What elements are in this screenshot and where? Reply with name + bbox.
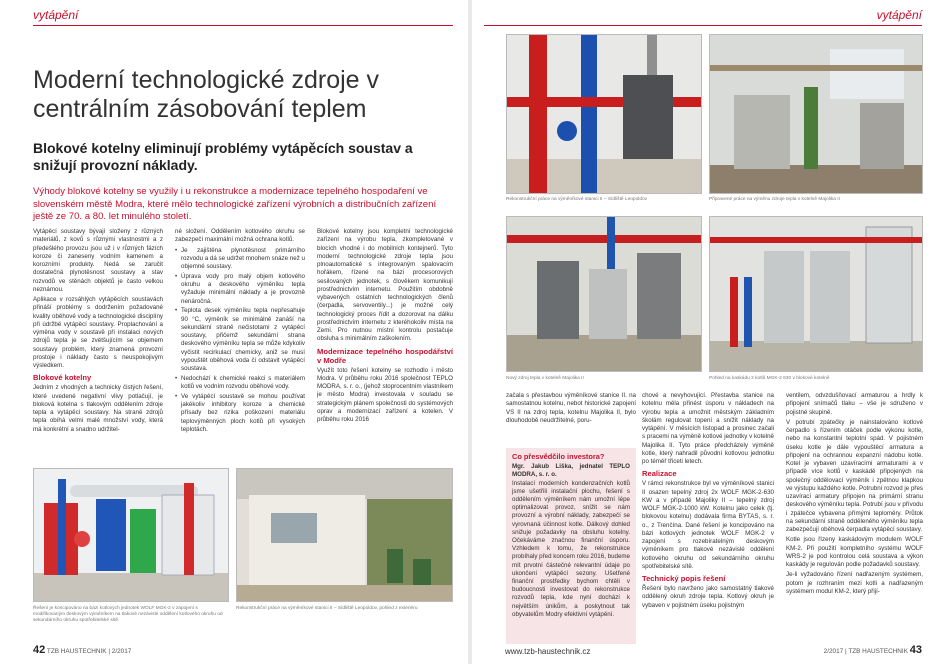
- article-lead: Výhody blokové kotelny se využily i u rekonstrukce a modernizace tepelného hospodaření ve slovenském městě Modra, které mělo technologické zařízení výrobních a distribučních zařízení ještě ze 70. a 80. let minulého století.: [33, 186, 437, 222]
- right-text-column-1: [506, 392, 636, 440]
- photo-caption: Rekonstrukční práce na výměníkové stanici II – Sídliště Leopoldov: [506, 197, 648, 202]
- photo-caption: Řešení je koncipováno na bázi kotlových jednotek WOLF MGK-2 v zapojení s modifikovaným deskovým výměníkem na tlakové nezávislé oddělení kotlového okruhu od sekundárního okruhu spotřebitelské sítě.: [33, 606, 223, 623]
- section-rule: [484, 25, 922, 26]
- paragraph: V rámci rekonstrukce byl ve výměníkové stanici II osazen tepelný zdroj 2x WOLF MGK-2-630 KW a v případě Majoliky II – tepelný zdroj WOLF MGK-2-1000 kW. Kotelnu jako celek (tj. blokovou kotelnu) dodávala firma BYTAS, s. r. o., z Trenčína. Dané řešení je koncipováno na bázi kotlových jednotek WOLF MGK-2 v zapojení s rozebíratelným deskovým výměníkem pro tlakové nezávislé oddělení kotlového okruhu od sekundárního okruhu spotřebitelské sítě.: [642, 480, 774, 570]
- right-page: [472, 0, 940, 664]
- photo-boiler-units: [33, 468, 229, 602]
- box-text: Instalací moderních kondenzačních kotlů jsme ušetřili instalační plochu, řešení s oddělením výměníkem nám umožní lépe optimalizovat provoz, snížit se nám provozní a výrobní náklady, zabezpečí se vyrovnaná účinnost kotle. Dálkový dohled snižuje požadavky na obsluhu kotelny. Očekáváme značnou finanční úsporu. Vzhledem k tomu, že rekonstrukce probíhaly před koncem roku 2016, budeme mít prvotní částečné relevantní údaje po ukončení vytápěcí sezony. Ušetřené finanční prostředky bychom chtěli v budoucnosti investovat do rekonstrukce rozvodů tepla, kde nyní dochází k největším únikům, a poskytnout tak obyvatelům Modry efektivní vytápění.: [512, 479, 630, 618]
- list-item: • Úprava vody pro malý objem kotlového okruhu a deskového výměníku tepla vyžaduje minimální náklady a je provozně nenáročná.: [175, 273, 305, 306]
- paragraph: začala s přestavbou výměníkové stanice II. na samostatnou kotelnu, nebot historické zapojení VS II na zdroj tepla, kotelnu Majolika II, bylo dlouhodobě neudržitelné, poru-: [506, 392, 636, 424]
- photo-exterior: [236, 468, 453, 602]
- journal-name: TZB HAUSTECHNIK | 2/2017: [46, 648, 132, 655]
- subheading: Technický popis řešení: [642, 574, 726, 583]
- list-item: • Je zajištěna plynotěsnost primárního rozvodu a dá se udržet mnohem snáze než u objemné soustavy.: [175, 247, 305, 272]
- paragraph: né složení. Oddělením kotlového okruhu se zabezpečí maximální možná ochrana kotlů.: [175, 228, 305, 244]
- new-boiler-image: [507, 217, 702, 372]
- subheading: Modernizace tepelného hospodářství v Modře: [317, 346, 453, 365]
- boiler-room-image: [710, 35, 923, 194]
- paragraph: Blokové kotelny jsou kompletní technologické zařízení na výrobu tepla, zkompletované v blocích vhodné i do mobilních kontejnerů. Tyto moderní technologické zdroje tepla jsou plnoautomatické s integrovaným spalovacím hořákem, řízené na bázi procesorových sesilovaných jednotek, s člověkem komunikují prostřednictvím internetu. Použitím obdobně vybavených ostatních technologických členů (čerpadla, servoventily...) je možné celý technologický proces řídit a dozorovat na dálku prostřednictvím internetu z kteréhokoliv místa na Zemi. Pro nutnou místní kontrolu postačuje obsluha s minimálním zaškolením.: [317, 228, 453, 343]
- right-text-column-2: [642, 392, 774, 644]
- paragraph: ventilem, odvzdušňovací armaturou a hrdly k připojení snímačů tlaku – vše je sdruženo v pojistné skupině.: [786, 392, 923, 416]
- exchanger-station-image: [507, 35, 702, 194]
- subheading: Realizace: [642, 469, 677, 479]
- left-page: [0, 0, 468, 664]
- boiler-cascade-image: [710, 217, 923, 372]
- photo-caption: Nový zdroj tepla v kotelně Majolika II: [506, 376, 584, 381]
- right-text-column-3: [786, 392, 923, 644]
- list-item: • Nedochází k chemické reakci s materiálem kotlů ve vodním rozvodu oběhové vody.: [175, 375, 305, 392]
- paragraph: chové a nevyhovující. Přestavba stanice na kotelnu měla přinést úsporu v nákladech na výrobu tepla a umožnit městským základním školám regulovat topení a snížit náklady na vytápění. V měsících listopad a prosinec začali s pracemi na výměně kotlové jednotky v kotelně Majolika II. Tyto práce předcházely výměně kotle, který nahradil původní kotlovou jednotku po téměř třiceti letech.: [642, 392, 774, 465]
- benefit-list: [175, 247, 305, 435]
- paragraph: Jedním z vhodných a technicky čistých řešení, které uvedené negativní vlivy potlačují, je bloková kotelna s tlakovým oddělením zdroje tepla a vytápěcí soustavy. Na straně zdrojů tepla obíhá velmi malé množství vody, která má konkrétní a snadno udržitel-: [33, 384, 163, 433]
- text-column-3: [317, 228, 453, 464]
- box-title: Co přesvědčilo investora?: [512, 452, 605, 461]
- paragraph: Je-li vyžadováno řízení nadřazeným systémem, potom je rozhraním mezi kotli a nadřazeným systémem modul KM-2, který přijí-: [786, 571, 923, 595]
- website-link[interactable]: www.tzb-haustechnik.cz: [505, 647, 591, 656]
- paragraph: Aplikace v rozsáhlých vytápěcích soustavách přináší problémy s dodržením požadované kvality oběhové vody a technologické disciplíny při údržbě vytápěcí soustavy. Proplachování a výměna vody v soustavě při instalaci nových zdrojů tepla je se zvětšujícím se objemem soustavy problém, který znamená provozní prostoje i náklady často s neuspokojivým výsledkem.: [33, 296, 163, 369]
- paragraph: Vytápěcí soustavy bývají složeny z různých materiálů, z kovů s různými vlastnostmi a z předešlého provozu jsou už i v různých fázích koroze či zaneseny vodním kamenem a korozními produkty. Nedá se zaručit dostatečná plynotěsnost soustavy a stav rozvodů ve stěnách objektů je často velkou neznámou.: [33, 228, 163, 293]
- page-number: 43: [909, 644, 922, 656]
- paragraph: Řešení bylo navrženo jako samostatný tlakové oddělený okruh zdroje tepla. Kotlový okruh je vybaven v pojistném úseku pojistným: [642, 585, 774, 609]
- list-item: • Ve vytápěcí soustavě se mohou používat jakékoliv inhibitory koroze a chemické přísady bez rizika poškození materiálu teplovýměnných ploch kotlů při vysokých teplotách.: [175, 393, 305, 434]
- text-column-2: [175, 228, 305, 464]
- paragraph: Využít toto řešení kotelny se rozhodlo i město Modra. V průběhu roku 2016 společnost TEPLO MODRA, s. r. o., (jehož stoprocentním vlastníkem je město Modra) investovala v souladu se strategickým plánem společnosti do systémových oprav a modernizací zařízení a kotelen. V průběhu roku 2016: [317, 366, 453, 423]
- subheading: Blokové kotelny: [33, 373, 92, 383]
- boiler-units-image: [34, 469, 229, 602]
- investor-box: [506, 448, 636, 644]
- list-item: • Teplota desek výměníku tepla nepřesahuje 90 °C, výměník se minimálně zanáší na sekundární straně nečistotami z vytápěcí soustavy, přičemž sekundární strana deskového výměníku tepla se může kdykoliv vyčistit recirkulací chemicky, aniž se musí vypouštět oběhová voda či odstavit vytápěcí soustava.: [175, 307, 305, 373]
- photo-caption: Pohled na kaskádu 2 kotlů MGK-2 630 v blokové kotelně: [709, 376, 830, 381]
- photo-boiler-cascade: [709, 216, 923, 372]
- section-label: vytápění: [33, 8, 79, 22]
- photo-caption: Rekonstrukční práce na výměníkové stanici II – Sídliště Leopoldov, pohled z exteriéru: [236, 606, 418, 611]
- article-title: Moderní technologické zdroje v centrálním zásobování teplem: [33, 66, 380, 123]
- photo-new-boiler: [506, 216, 702, 372]
- footer-right: [824, 644, 922, 656]
- section-rule: [33, 25, 453, 26]
- paragraph: V potrubí zpátečky je nainstalováno kotlové čerpadlo s řízením otáček podle výkonu kotle, nebo na konstantní teplotní spád. V pojistném úseku kotle je dále vypouštěcí armatura a připojení na ochrannou expanzní nádobu kotle. Kotel je vybaven uzavíracími armaturami a v případě více kotlů v kaskádě připojených na společný oddělovací výměník i zpětnou klapkou ve výstupu každého kotle. Potrubní rozvod je přes uzavírací armatury připojen na primární stranu deskového výměníku tepla. Potrubí jsou v přívodu i zpátečce vybavena přímými teploměry. Průtok na sekundární straně odděleného výměníku tepla zabezpečují oběhová čerpadla vytápěcí soustavy.: [786, 418, 923, 533]
- section-label: vytápění: [876, 8, 922, 22]
- page-number: 42: [33, 644, 46, 656]
- photo-exchanger-station: [506, 34, 702, 194]
- journal-name: 2/2017 | TZB HAUSTECHNIK: [823, 648, 908, 655]
- text-column-1: [33, 228, 163, 464]
- photo-boiler-room: [709, 34, 923, 194]
- paragraph: Kotle jsou řízeny kaskádovým modulem WOLF KM-2. Při použití kompletního systému WOLF WRS-2 je pod kontrolou celá soustava a výkon kaskády je regulován podle požadavků soustavy.: [786, 536, 923, 568]
- photo-caption: Připravené práce na výměnu zdroje tepla v kotelně Majolika II: [709, 197, 840, 202]
- exterior-image: [237, 469, 453, 602]
- article-subtitle: Blokové kotelny eliminují problémy vytápěcích soustav a snižují provozní náklady.: [33, 140, 413, 173]
- box-author: Mgr. Jakub Liška, jednatel TEPLO MODRA, s. r. o.: [512, 463, 630, 479]
- footer-left: [33, 644, 131, 656]
